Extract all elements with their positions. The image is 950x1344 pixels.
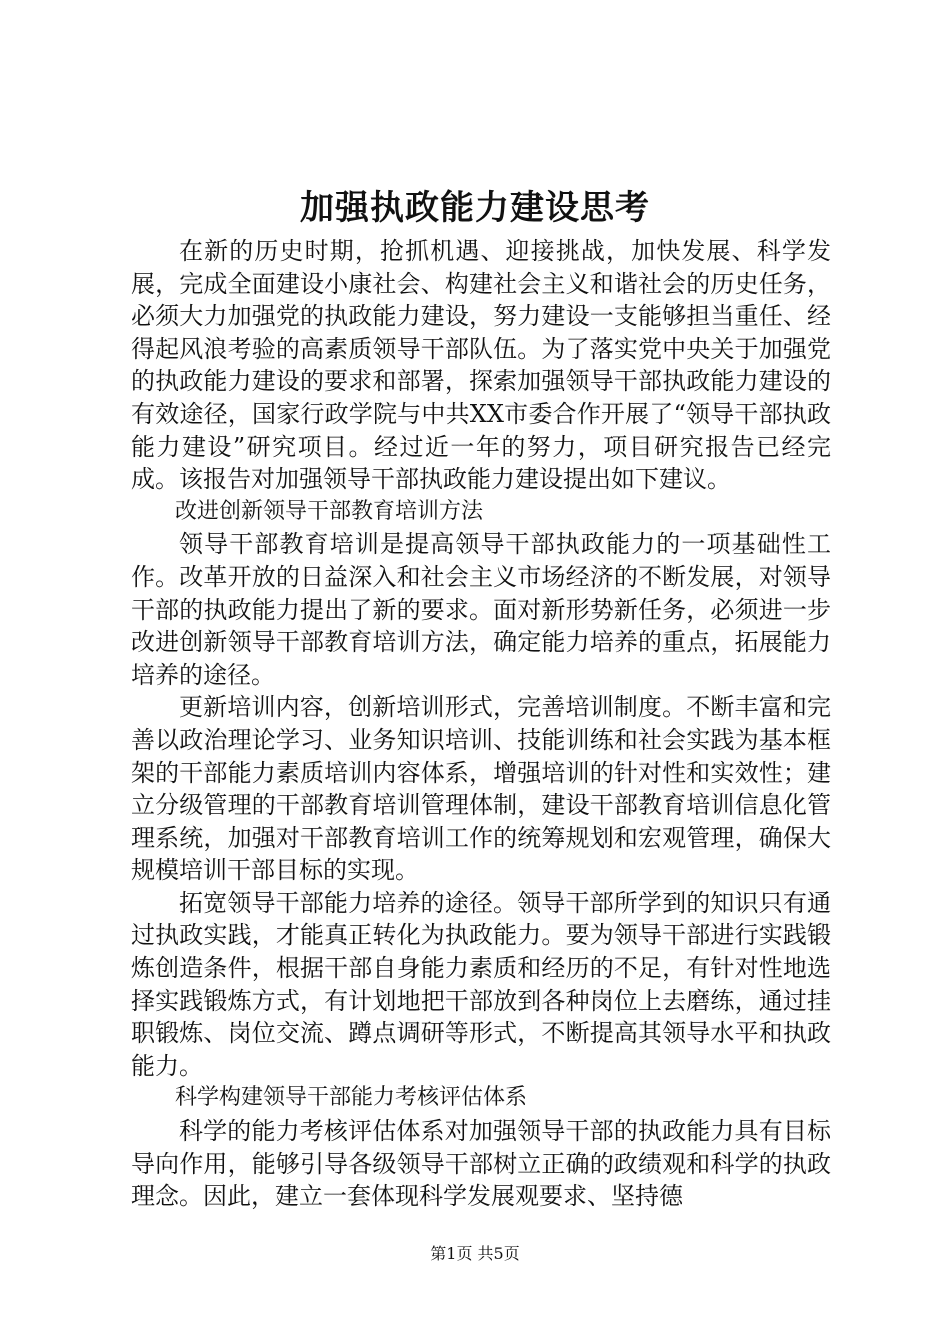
section-heading-training: 改进创新领导干部教育培训方法: [175, 498, 484, 524]
page-footer: 第1页 共5页: [430, 1244, 520, 1263]
document-body: [131, 235, 831, 1213]
paragraph-training-practice: 拓宽领导干部能力培养的途径。领导干部所学到的知识只有通过执政实践，才能真正转化为执政能力。要为领导干部进行实践锻炼创造条件，根据干部自身能力素质和经历的不足，有针对性地选择实践锻炼方式，有计划地把干部放到各种岗位上去磨练，通过挂职锻炼、岗位交流、蹲点调研等形式，不断提高其领导水平和执政能力。: [131, 888, 831, 1080]
paragraph-assessment: 科学的能力考核评估体系对加强领导干部的执政能力具有目标导向作用，能够引导各级领导干部树立正确的政绩观和科学的执政理念。因此，建立一套体现科学发展观要求、坚持德: [131, 1117, 831, 1211]
paragraph-training-content: 更新培训内容，创新培训形式，完善培训制度。不断丰富和完善以政治理论学习、业务知识培训、技能训练和社会实践为基本框架的干部能力素质培训内容体系，增强培训的针对性和实效性；建立分级管理的干部教育培训管理体制，建设干部教育培训信息化管理系统，加强对干部教育培训工作的统筹规划和宏观管理，确保大规模培训干部目标的实现。: [131, 693, 831, 885]
paragraph-training-overview: 领导干部教育培训是提高领导干部执政能力的一项基础性工作。改革开放的日益深入和社会主义市场经济的不断发展，对领导干部的执政能力提出了新的要求。面对新形势新任务，必须进一步改进创新领导干部教育培训方法，确定能力培养的重点，拓展能力培养的途径。: [131, 530, 831, 689]
document-title: 加强执政能力建设思考: [300, 188, 650, 228]
paragraph-intro: 在新的历史时期，抢抓机遇、迎接挑战，加快发展、科学发展，完成全面建设小康社会、构建社会主义和谐社会的历史任务，必须大力加强党的执政能力建设，努力建设一支能够担当重任、经得起风浪考验的高素质领导干部队伍。为了落实党中央关于加强党的执政能力建设的要求和部署，探索加强领导干部执政能力建设的有效途径，国家行政学院与中共XX市委合作开展了“领导干部执政能力建设”研究项目。经过近一年的努力，项目研究报告已经完成。该报告对加强领导干部执政能力建设提出如下建议。: [131, 237, 831, 494]
section-heading-assessment: 科学构建领导干部能力考核评估体系: [175, 1085, 528, 1111]
